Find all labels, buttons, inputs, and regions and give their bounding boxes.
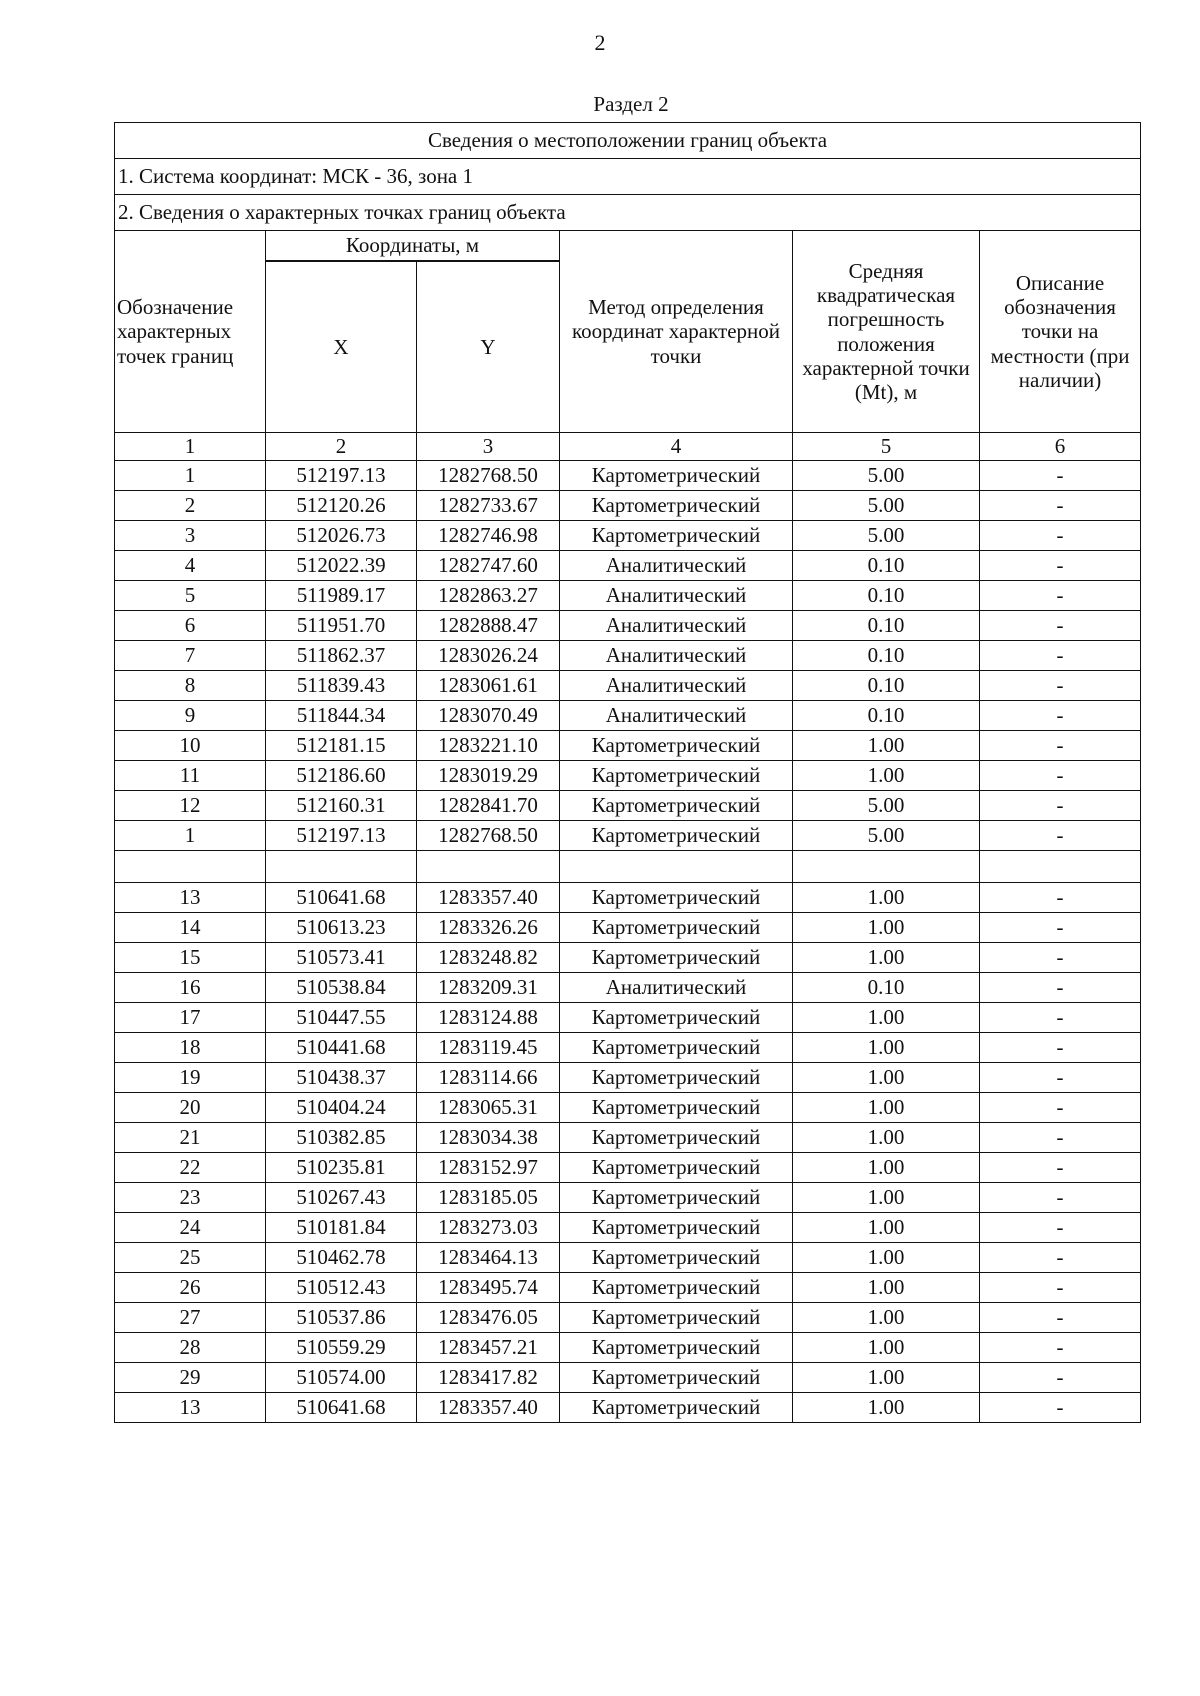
cell-description: -	[980, 1213, 1141, 1243]
cell-error: 0.10	[793, 701, 980, 731]
cell-method: Картометрический	[560, 913, 793, 943]
cell-error: 0.10	[793, 551, 980, 581]
cell-description: -	[980, 611, 1141, 641]
empty-cell	[417, 851, 560, 883]
cell-point-id: 6	[115, 611, 266, 641]
table-row	[115, 1393, 1141, 1423]
cell-description: -	[980, 1183, 1141, 1213]
cell-point-id: 23	[115, 1183, 266, 1213]
cell-description: -	[980, 521, 1141, 551]
section-title: Раздел 2	[593, 92, 669, 116]
cell-y: 1283070.49	[417, 701, 560, 731]
table-row	[115, 1123, 1141, 1153]
table-row	[115, 1093, 1141, 1123]
cell-y: 1283119.45	[417, 1033, 560, 1063]
header-coordinates: Координаты, м	[266, 231, 560, 262]
cell-x: 512120.26	[266, 491, 417, 521]
cell-method: Картометрический	[560, 1033, 793, 1063]
cell-y: 1283114.66	[417, 1063, 560, 1093]
cell-error: 1.00	[793, 883, 980, 913]
cell-point-id: 9	[115, 701, 266, 731]
cell-x: 510447.55	[266, 1003, 417, 1033]
cell-method: Картометрический	[560, 1003, 793, 1033]
cell-method: Картометрический	[560, 1183, 793, 1213]
cell-error: 5.00	[793, 461, 980, 491]
cell-point-id: 5	[115, 581, 266, 611]
cell-point-id: 19	[115, 1063, 266, 1093]
cell-y: 1282768.50	[417, 461, 560, 491]
cell-method: Картометрический	[560, 1213, 793, 1243]
cell-error: 0.10	[793, 973, 980, 1003]
cell-y: 1283026.24	[417, 641, 560, 671]
cell-x: 510641.68	[266, 1393, 417, 1423]
cell-error: 1.00	[793, 1243, 980, 1273]
table-row	[115, 551, 1141, 581]
cell-y: 1283417.82	[417, 1363, 560, 1393]
cell-point-id: 15	[115, 943, 266, 973]
table-row	[115, 973, 1141, 1003]
column-number: 6	[980, 433, 1141, 461]
page-number: 2	[594, 30, 606, 55]
cell-method: Аналитический	[560, 551, 793, 581]
cell-x: 511844.34	[266, 701, 417, 731]
cell-y: 1283061.61	[417, 671, 560, 701]
cell-method: Картометрический	[560, 1333, 793, 1363]
cell-error: 5.00	[793, 521, 980, 551]
cell-x: 510641.68	[266, 883, 417, 913]
cell-point-id: 16	[115, 973, 266, 1003]
cell-error: 1.00	[793, 943, 980, 973]
table-row	[115, 1003, 1141, 1033]
cell-description: -	[980, 581, 1141, 611]
cell-y: 1283326.26	[417, 913, 560, 943]
table-row	[115, 1033, 1141, 1063]
cell-point-id: 1	[115, 461, 266, 491]
cell-error: 1.00	[793, 1393, 980, 1423]
table-row	[115, 943, 1141, 973]
cell-y: 1283065.31	[417, 1093, 560, 1123]
cell-description: -	[980, 1333, 1141, 1363]
cell-error: 1.00	[793, 913, 980, 943]
cell-error: 0.10	[793, 641, 980, 671]
cell-description: -	[980, 1303, 1141, 1333]
table-row	[115, 1243, 1141, 1273]
header-error: Средняя квадратическая погрешность положения характерной точки (Mt), м	[793, 231, 980, 433]
cell-point-id: 8	[115, 671, 266, 701]
header-x: X	[266, 261, 417, 433]
cell-error: 1.00	[793, 1123, 980, 1153]
cell-x: 510574.00	[266, 1363, 417, 1393]
cell-error: 0.10	[793, 671, 980, 701]
cell-description: -	[980, 461, 1141, 491]
cell-description: -	[980, 731, 1141, 761]
cell-y: 1282863.27	[417, 581, 560, 611]
header-description: Описание обозначения точки на местности (при наличии)	[980, 231, 1141, 433]
header-y: Y	[417, 261, 560, 433]
cell-point-id: 13	[115, 883, 266, 913]
cell-x: 510613.23	[266, 913, 417, 943]
cell-point-id: 28	[115, 1333, 266, 1363]
cell-point-id: 25	[115, 1243, 266, 1273]
cell-description: -	[980, 821, 1141, 851]
cell-error: 1.00	[793, 1063, 980, 1093]
empty-cell	[980, 851, 1141, 883]
cell-point-id: 22	[115, 1153, 266, 1183]
cell-point-id: 29	[115, 1363, 266, 1393]
cell-y: 1282768.50	[417, 821, 560, 851]
cell-method: Картометрический	[560, 1093, 793, 1123]
cell-point-id: 13	[115, 1393, 266, 1423]
cell-error: 1.00	[793, 1363, 980, 1393]
cell-x: 510267.43	[266, 1183, 417, 1213]
table-row	[115, 913, 1141, 943]
cell-x: 510462.78	[266, 1243, 417, 1273]
table-row	[115, 1363, 1141, 1393]
column-number: 1	[115, 433, 266, 461]
cell-x: 510438.37	[266, 1063, 417, 1093]
column-number: 2	[266, 433, 417, 461]
cell-y: 1283357.40	[417, 1393, 560, 1423]
table-row	[115, 461, 1141, 491]
cell-method: Картометрический	[560, 761, 793, 791]
cell-description: -	[980, 791, 1141, 821]
cell-method: Картометрический	[560, 821, 793, 851]
cell-error: 0.10	[793, 611, 980, 641]
cell-x: 512026.73	[266, 521, 417, 551]
cell-description: -	[980, 701, 1141, 731]
cell-error: 1.00	[793, 731, 980, 761]
column-number: 3	[417, 433, 560, 461]
cell-method: Аналитический	[560, 671, 793, 701]
cell-point-id: 27	[115, 1303, 266, 1333]
cell-y: 1283185.05	[417, 1183, 560, 1213]
cell-point-id: 26	[115, 1273, 266, 1303]
cell-description: -	[980, 641, 1141, 671]
cell-y: 1283248.82	[417, 943, 560, 973]
cell-method: Картометрический	[560, 1243, 793, 1273]
cell-error: 1.00	[793, 1303, 980, 1333]
table-row	[115, 1273, 1141, 1303]
table-row	[115, 731, 1141, 761]
cell-description: -	[980, 1003, 1141, 1033]
header-method: Метод определения координат характерной точки	[560, 231, 793, 433]
cell-x: 510573.41	[266, 943, 417, 973]
cell-error: 1.00	[793, 1333, 980, 1363]
cell-point-id: 14	[115, 913, 266, 943]
table-row	[115, 1153, 1141, 1183]
cell-y: 1283034.38	[417, 1123, 560, 1153]
cell-error: 5.00	[793, 821, 980, 851]
cell-method: Картометрический	[560, 1273, 793, 1303]
cell-description: -	[980, 551, 1141, 581]
cell-x: 510512.43	[266, 1273, 417, 1303]
cell-y: 1282733.67	[417, 491, 560, 521]
table-row	[115, 701, 1141, 731]
points-heading-row: 2. Сведения о характерных точках границ объекта	[115, 195, 1141, 231]
table-row	[115, 1183, 1141, 1213]
cell-point-id: 3	[115, 521, 266, 551]
cell-x: 510559.29	[266, 1333, 417, 1363]
cell-method: Картометрический	[560, 731, 793, 761]
table-row	[115, 883, 1141, 913]
table-row	[115, 761, 1141, 791]
cell-point-id: 12	[115, 791, 266, 821]
cell-description: -	[980, 883, 1141, 913]
table-row	[115, 581, 1141, 611]
cell-method: Картометрический	[560, 883, 793, 913]
cell-description: -	[980, 1063, 1141, 1093]
cell-error: 5.00	[793, 491, 980, 521]
cell-y: 1283221.10	[417, 731, 560, 761]
table-title: Сведения о местоположении границ объекта	[115, 123, 1141, 159]
cell-method: Картометрический	[560, 461, 793, 491]
table-row	[115, 1063, 1141, 1093]
cell-description: -	[980, 1093, 1141, 1123]
cell-y: 1283124.88	[417, 1003, 560, 1033]
cell-y: 1283476.05	[417, 1303, 560, 1333]
cell-method: Картометрический	[560, 1153, 793, 1183]
cell-x: 511862.37	[266, 641, 417, 671]
cell-x: 510382.85	[266, 1123, 417, 1153]
cell-x: 510181.84	[266, 1213, 417, 1243]
table-row	[115, 641, 1141, 671]
table-row	[115, 821, 1141, 851]
cell-method: Картометрический	[560, 1393, 793, 1423]
cell-point-id: 11	[115, 761, 266, 791]
cell-method: Картометрический	[560, 943, 793, 973]
header-point: Обозначение характерных точек границ	[115, 231, 266, 433]
cell-x: 511989.17	[266, 581, 417, 611]
cell-description: -	[980, 1393, 1141, 1423]
cell-x: 510441.68	[266, 1033, 417, 1063]
cell-description: -	[980, 761, 1141, 791]
cell-point-id: 20	[115, 1093, 266, 1123]
cell-method: Картометрический	[560, 491, 793, 521]
empty-cell	[560, 851, 793, 883]
cell-error: 0.10	[793, 581, 980, 611]
cell-y: 1282747.60	[417, 551, 560, 581]
cell-description: -	[980, 491, 1141, 521]
empty-cell	[793, 851, 980, 883]
cell-y: 1283209.31	[417, 973, 560, 1003]
table-row	[115, 791, 1141, 821]
boundary-points-table	[114, 122, 1141, 1423]
table-row	[115, 521, 1141, 551]
cell-point-id: 4	[115, 551, 266, 581]
table-row	[115, 671, 1141, 701]
cell-point-id: 24	[115, 1213, 266, 1243]
cell-y: 1283357.40	[417, 883, 560, 913]
empty-cell	[115, 851, 266, 883]
cell-method: Картометрический	[560, 791, 793, 821]
cell-method: Картометрический	[560, 1063, 793, 1093]
cell-description: -	[980, 1243, 1141, 1273]
cell-description: -	[980, 1153, 1141, 1183]
cell-method: Картометрический	[560, 1363, 793, 1393]
empty-separator-row	[115, 851, 1141, 883]
cell-error: 1.00	[793, 1033, 980, 1063]
cell-description: -	[980, 1123, 1141, 1153]
cell-x: 512160.31	[266, 791, 417, 821]
cell-point-id: 17	[115, 1003, 266, 1033]
cell-y: 1282746.98	[417, 521, 560, 551]
cell-point-id: 2	[115, 491, 266, 521]
cell-y: 1282841.70	[417, 791, 560, 821]
cell-y: 1283273.03	[417, 1213, 560, 1243]
cell-error: 1.00	[793, 1003, 980, 1033]
cell-point-id: 18	[115, 1033, 266, 1063]
cell-x: 510537.86	[266, 1303, 417, 1333]
column-number: 4	[560, 433, 793, 461]
cell-error: 1.00	[793, 1213, 980, 1243]
cell-x: 512186.60	[266, 761, 417, 791]
cell-y: 1283464.13	[417, 1243, 560, 1273]
cell-y: 1282888.47	[417, 611, 560, 641]
cell-y: 1283457.21	[417, 1333, 560, 1363]
cell-description: -	[980, 973, 1141, 1003]
cell-x: 511839.43	[266, 671, 417, 701]
cell-y: 1283152.97	[417, 1153, 560, 1183]
coordinate-system-row: 1. Система координат: МСК - 36, зона 1	[115, 159, 1141, 195]
cell-description: -	[980, 913, 1141, 943]
cell-point-id: 1	[115, 821, 266, 851]
cell-x: 512181.15	[266, 731, 417, 761]
cell-point-id: 7	[115, 641, 266, 671]
cell-error: 1.00	[793, 1153, 980, 1183]
cell-description: -	[980, 1273, 1141, 1303]
table-row	[115, 1333, 1141, 1363]
column-number: 5	[793, 433, 980, 461]
cell-x: 510538.84	[266, 973, 417, 1003]
cell-error: 1.00	[793, 1093, 980, 1123]
table-row	[115, 611, 1141, 641]
cell-method: Аналитический	[560, 581, 793, 611]
cell-x: 512197.13	[266, 821, 417, 851]
table-row	[115, 1303, 1141, 1333]
cell-method: Аналитический	[560, 641, 793, 671]
cell-method: Аналитический	[560, 611, 793, 641]
cell-x: 510235.81	[266, 1153, 417, 1183]
cell-x: 511951.70	[266, 611, 417, 641]
cell-x: 512197.13	[266, 461, 417, 491]
cell-point-id: 21	[115, 1123, 266, 1153]
cell-x: 512022.39	[266, 551, 417, 581]
cell-method: Картометрический	[560, 1303, 793, 1333]
cell-description: -	[980, 1363, 1141, 1393]
cell-description: -	[980, 943, 1141, 973]
cell-method: Аналитический	[560, 973, 793, 1003]
cell-y: 1283019.29	[417, 761, 560, 791]
cell-description: -	[980, 671, 1141, 701]
column-numbers-row	[115, 433, 1141, 461]
cell-description: -	[980, 1033, 1141, 1063]
cell-method: Картометрический	[560, 1123, 793, 1153]
table-row	[115, 491, 1141, 521]
cell-point-id: 10	[115, 731, 266, 761]
cell-y: 1283495.74	[417, 1273, 560, 1303]
cell-x: 510404.24	[266, 1093, 417, 1123]
cell-method: Картометрический	[560, 521, 793, 551]
cell-error: 5.00	[793, 791, 980, 821]
cell-error: 1.00	[793, 1183, 980, 1213]
cell-error: 1.00	[793, 1273, 980, 1303]
cell-error: 1.00	[793, 761, 980, 791]
table-row	[115, 1213, 1141, 1243]
empty-cell	[266, 851, 417, 883]
cell-method: Аналитический	[560, 701, 793, 731]
